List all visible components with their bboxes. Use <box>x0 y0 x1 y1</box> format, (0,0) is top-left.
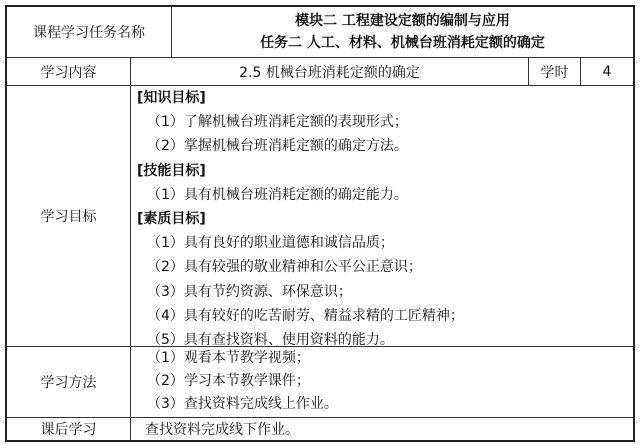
objectives-label-text: 学习目标 <box>40 209 97 225</box>
hours-label-text: 学时 <box>540 64 569 81</box>
objective-item: （1）具有机械台班消耗定额的确定能力。 <box>147 186 408 203</box>
methods-label <box>7 347 130 417</box>
objective-item: （1）了解机械台班消耗定额的表现形式； <box>147 114 408 131</box>
method-item: （1）观看本节教学视频； <box>147 350 310 366</box>
task-table <box>5 5 635 442</box>
task-title-block <box>172 7 633 57</box>
method-item: （2）学习本节教学课件； <box>147 373 310 389</box>
after-class-value <box>145 418 625 440</box>
objective-section-heading: [素质目标] <box>137 210 206 227</box>
content-label <box>7 58 130 85</box>
methods-list <box>147 347 627 416</box>
content-label-text: 学习内容 <box>40 64 97 81</box>
objective-section-heading: [技能目标] <box>137 162 206 179</box>
objective-item: （1）具有良好的职业道德和诚信品质； <box>147 235 394 252</box>
after-class-label-text: 课后学习 <box>40 422 97 438</box>
objectives-label <box>7 86 130 346</box>
course-task-label-text: 课程学习任务名称 <box>33 25 145 41</box>
methods-label-text: 学习方法 <box>40 375 97 391</box>
task-title: 任务二 人工、材料、机械台班消耗定额的确定 <box>260 35 545 51</box>
objective-item: （3）具有节约资源、环保意识； <box>147 283 352 300</box>
objective-item: （5）具有查找资料、使用资料的能力。 <box>147 331 394 348</box>
after-class-label <box>7 418 130 440</box>
course-task-label <box>7 7 171 57</box>
after-class-value-text: 查找资料完成线下作业。 <box>145 422 299 438</box>
objectives-list <box>137 86 627 352</box>
method-item: （3）查找资料完成线上作业。 <box>147 396 338 412</box>
hours-value-text: 4 <box>602 63 612 80</box>
content-value-text: 2.5 机械台班消耗定额的确定 <box>239 64 420 81</box>
hours-label <box>529 58 580 85</box>
objective-item: （4）具有较好的吃苦耐劳、精益求精的工匠精神； <box>147 307 464 324</box>
hours-value <box>581 58 633 85</box>
objective-item: （2）具有较强的敬业精神和公平公正意识； <box>147 259 422 276</box>
content-value <box>131 58 528 85</box>
col-divider <box>130 57 131 440</box>
objective-section-heading: [知识目标] <box>137 90 206 106</box>
objective-item: （2）掌握机械台班消耗定额的确定方法。 <box>147 138 408 155</box>
module-title: 模块二 工程建设定额的编制与应用 <box>295 13 510 29</box>
